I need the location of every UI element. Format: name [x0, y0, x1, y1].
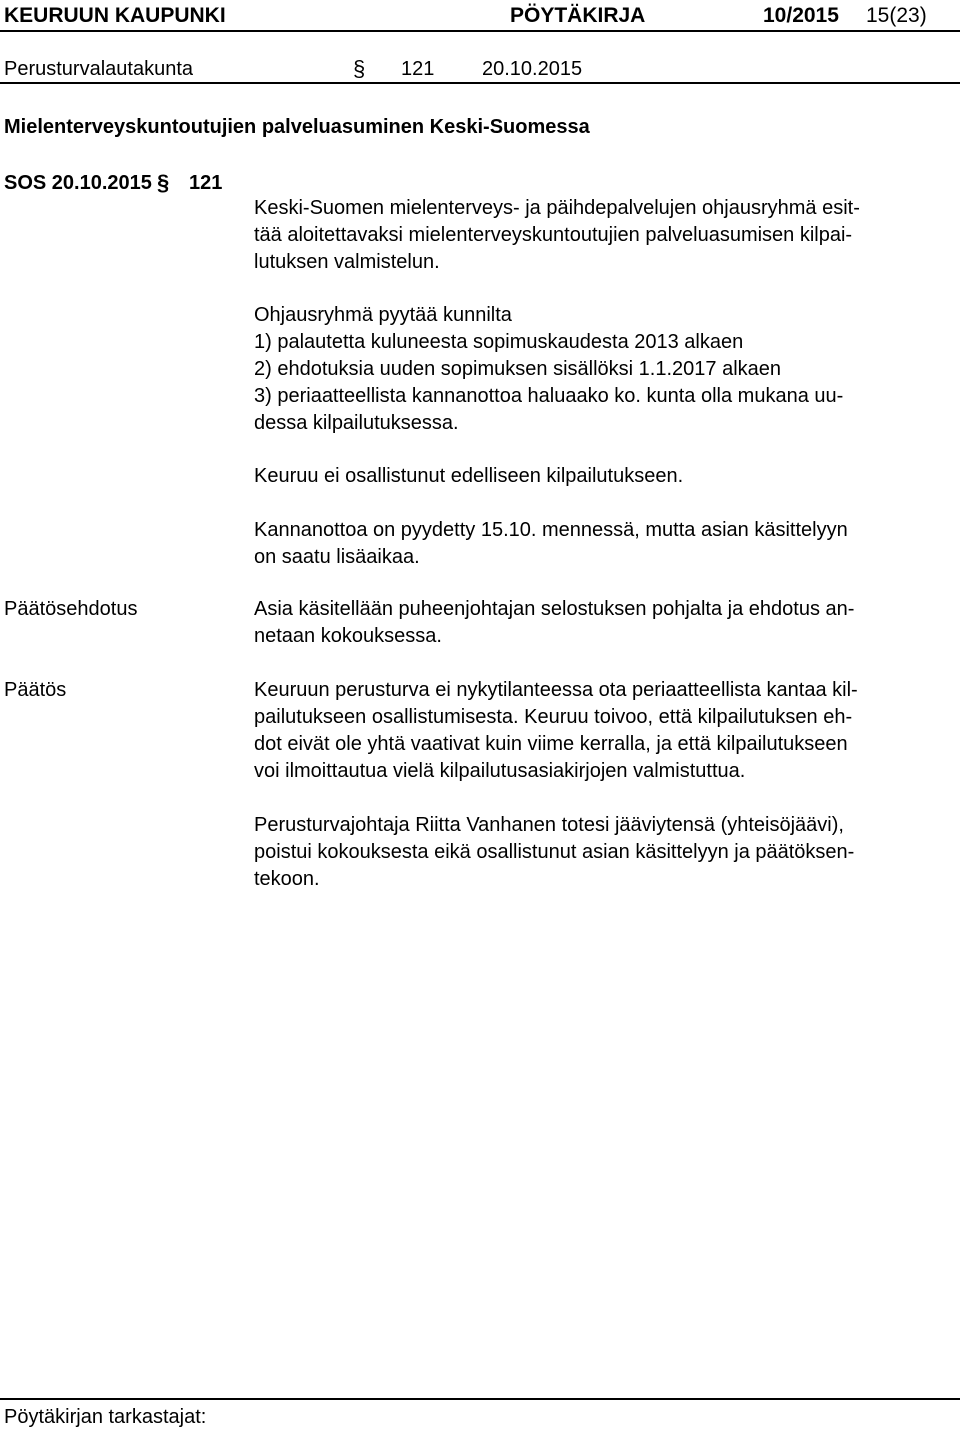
meeting-date: 20.10.2015 [482, 58, 583, 80]
text-line: Kannanottoa on pyydetty 15.10. mennessä, mutta asian käsittelyyn [254, 519, 848, 541]
text-line: tää aloitettavaksi mielenterveyskuntoutujien palveluasumisen kilpai- [254, 224, 853, 246]
subheader-divider [0, 82, 960, 84]
document-type: PÖYTÄKIRJA [510, 4, 646, 27]
text-line: dessa kilpailutuksessa. [254, 412, 459, 434]
header-divider [0, 30, 960, 32]
body-paragraph-4 [254, 517, 954, 571]
board-name: Perusturvalautakunta [4, 58, 194, 80]
decision-paragraph-2 [254, 812, 954, 893]
body-paragraph-2 [254, 302, 954, 437]
decision-label: Päätös [4, 679, 67, 701]
text-line: Ohjausryhmä pyytää kunnilta [254, 304, 512, 326]
reference-section-number: 121 [189, 172, 223, 194]
page-number: 15(23) [866, 4, 927, 27]
text-line: poistui kokouksesta eikä osallistunut asian käsittelyyn ja päätöksen- [254, 841, 855, 863]
text-line: on saatu lisäaikaa. [254, 546, 420, 568]
organization-name: KEURUUN KAUPUNKI [4, 4, 226, 27]
text-line: Perusturvajohtaja Riitta Vanhanen totesi jääviytensä (yhteisöjäävi), [254, 814, 844, 836]
page-title: Mielenterveyskuntoutujien palveluasuminen Keski-Suomessa [4, 116, 590, 138]
proposal-text [254, 596, 954, 650]
text-line: 3) periaatteellista kannanottoa haluaako ko. kunta olla mukana uu- [254, 385, 844, 407]
section-symbol: § [353, 56, 366, 81]
body-paragraph-1 [254, 195, 954, 276]
text-line: pailutukseen osallistumisesta. Keuruu toivoo, että kilpailutuksen eh- [254, 706, 853, 728]
text-line: Keski-Suomen mielenterveys- ja päihdepalvelujen ohjausryhmä esit- [254, 197, 860, 219]
section-number: 121 [401, 58, 435, 80]
proposal-label: Päätösehdotus [4, 598, 138, 620]
reference-text: SOS 20.10.2015 [4, 172, 152, 194]
text-line: voi ilmoittautua vielä kilpailutusasiakirjojen valmistuttua. [254, 760, 746, 782]
text-line: 2) ehdotuksia uuden sopimuksen sisällöksi 1.1.2017 alkaen [254, 358, 782, 380]
text-line: netaan kokouksessa. [254, 625, 442, 647]
body-paragraph-3 [254, 463, 954, 490]
text-line: Asia käsitellään puheenjohtajan selostuksen pohjalta ja ehdotus an- [254, 598, 855, 620]
text-line: tekoon. [254, 868, 320, 890]
text-line: Keuruu ei osallistunut edelliseen kilpailutukseen. [254, 465, 684, 487]
reference-section-symbol: § [157, 170, 170, 195]
text-line: dot eivät ole yhtä vaativat kuin viime kerralla, ja että kilpailutukseen [254, 733, 848, 755]
footer-label: Pöytäkirjan tarkastajat: [4, 1406, 207, 1428]
footer-divider [0, 1398, 960, 1400]
text-line: Keuruun perusturva ei nykytilanteessa ota periaatteellista kantaa kil- [254, 679, 858, 701]
text-line: lutuksen valmistelun. [254, 251, 440, 273]
document-number: 10/2015 [763, 4, 839, 27]
decision-paragraph-1 [254, 677, 954, 785]
text-line: 1) palautetta kuluneesta sopimuskaudesta 2013 alkaen [254, 331, 744, 353]
